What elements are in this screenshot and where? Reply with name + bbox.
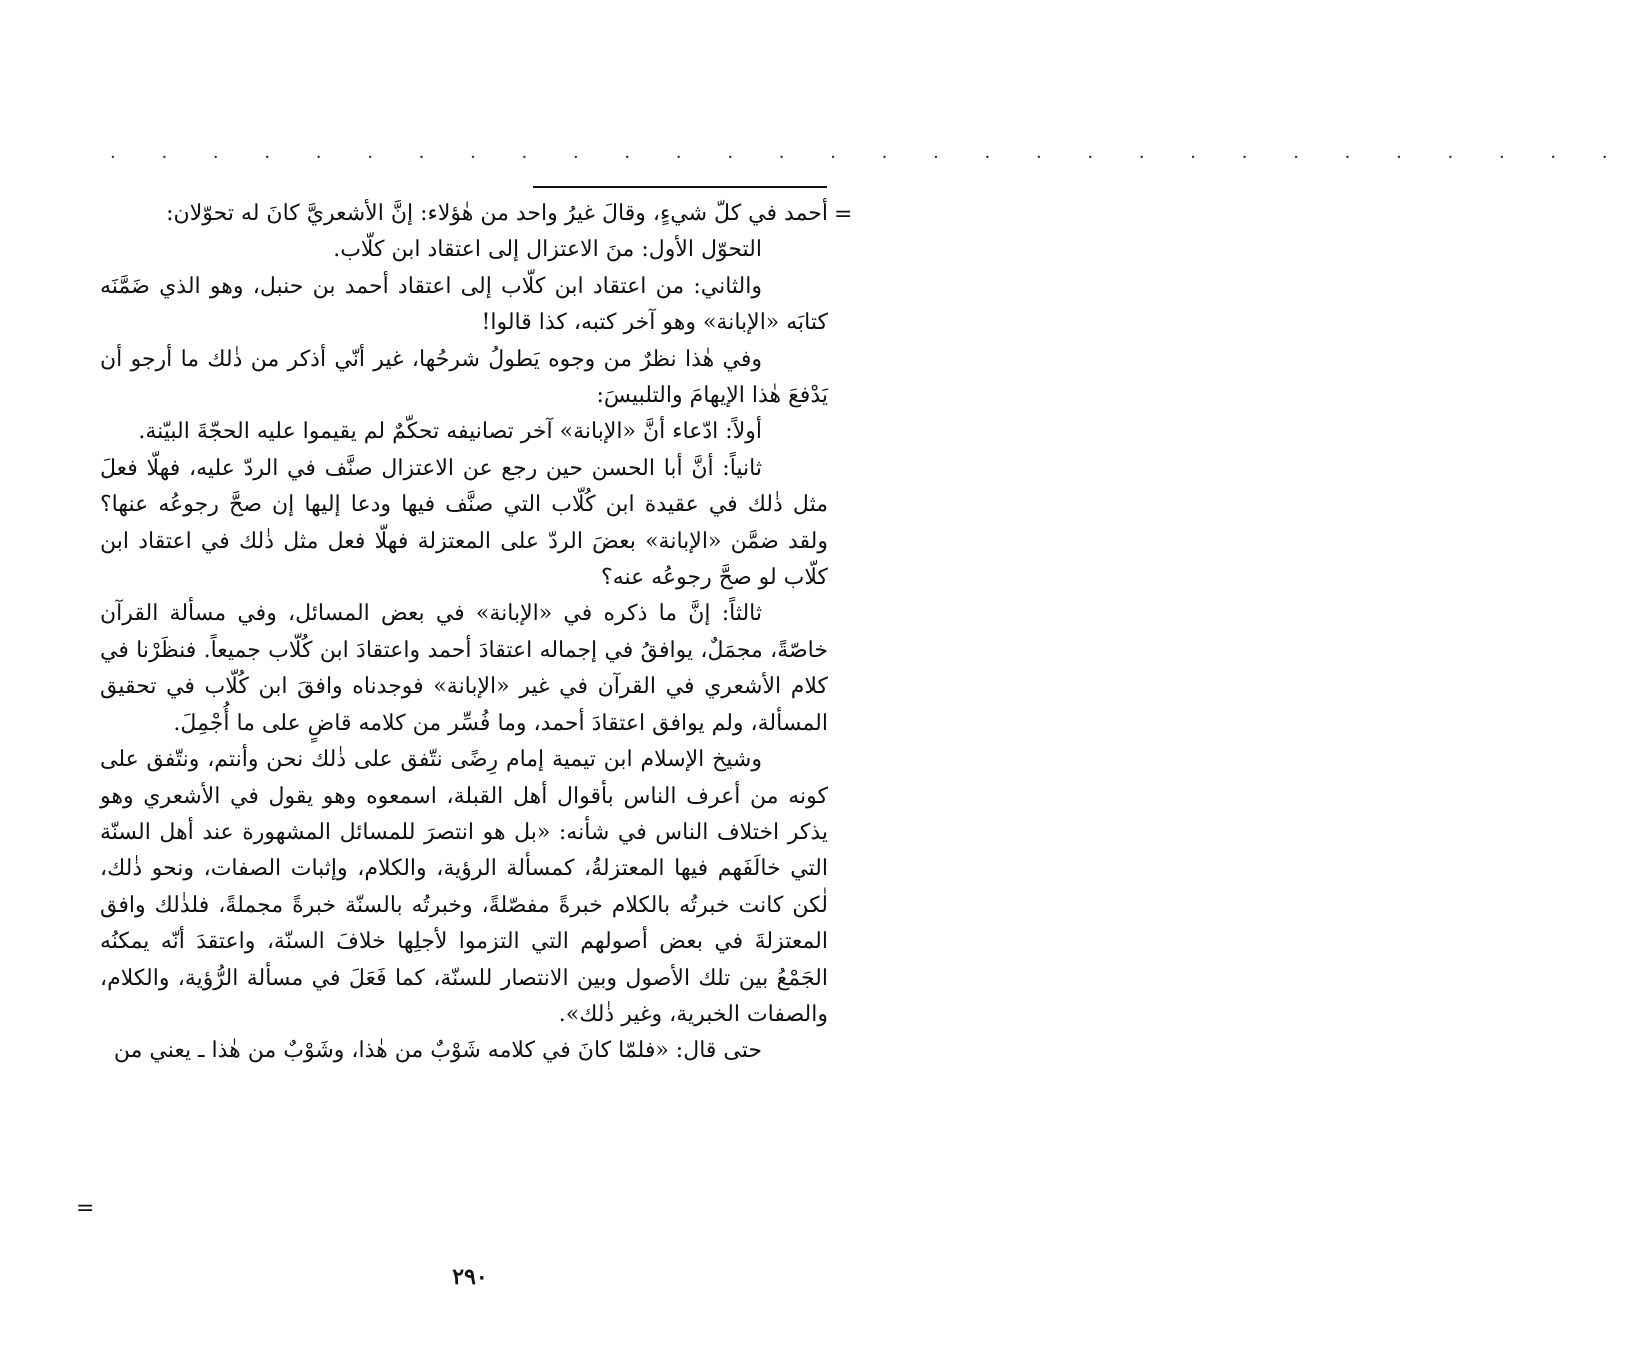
paragraph: أحمد في كلّ شيءٍ، وقالَ غيرُ واحد من هٰؤلاء: إنَّ الأشعريَّ كانَ له تحوّلان: (166, 201, 828, 226)
continuation-mark-top: = (834, 202, 853, 227)
paragraph: حتى قال: «فلمّا كانَ في كلامه شَوْبٌ من هٰذا، وشَوْبٌ من هٰذا ـ يعني من (113, 1038, 762, 1064)
paragraph: ثالثاً: إنَّ ما ذكره في «الإبانة» في بعض المسائل، وفي مسألة القرآن خاصّةً، مجمَلٌ، يوافقُ في إجماله اعتقادَ أحمد واعتقادَ ابن كُلّاب جميعاً. فنظَرْنا في كلام الأشعري في القرآن في غير «الإبانة» فوجدناه وافقَ ابن كُلّاب في تحقيق المسألة، ولم يوافق اعتقادَ أحمد، وما فُسِّر من كلامه قاضٍ على ما أُجْمِلَ. (100, 601, 828, 736)
paragraph: والثاني: من اعتقاد ابن كلّاب إلى اعتقاد أحمد بن حنبل، وهو الذي ضَمَّنَه كتابَه «الإبانة» وهو آخر كتبه، كذا قالوا! (100, 273, 828, 336)
footnote-separator-line (533, 186, 827, 188)
paragraph: ثانياً: أنَّ أبا الحسن حين رجع عن الاعتزال صنَّف في الردّ عليه، فهلّا فعلَ مثل ذٰلك في عقيدة ابن كُلّاب التي صنَّف فيها ودعا إليها إن صحَّ رجوعُه عنها؟ ولقد ضمَّن «الإبانة» بعضَ الردّ على المعتزلة فهلّا فعل مثل ذٰلك في اعتقاد ابن كلّاب لو صحَّ رجوعُه عنه؟ (100, 455, 828, 591)
paragraph: التحوّل الأول: منَ الاعتزال إلى اعتقاد ابن كلّاب. (333, 237, 762, 263)
header-dot-rule: · · · · · · · · · · · · · · · · · · · · · · · · · · · · · · (110, 147, 1628, 168)
paragraph: أولاً: ادّعاء أنَّ «الإبانة» آخر تصانيفه تحكّمٌ لم يقيموا عليه الحجّةَ البيّنة. (138, 419, 762, 445)
page-number: ٢٩٠ (452, 1264, 488, 1290)
footnote-text (100, 196, 828, 1070)
paragraph: وشيخ الإسلام ابن تيمية إمام رِضًى نتّفق على ذٰلك نحن وأنتم، ونتّفق على كونه من أعرف الناس بأقوال أهل القبلة، اسمعوه وهو يقول في الأشعري وهو يذكر اختلاف الناس في شأنه: «بل هو انتصرَ للمسائل المشهورة عند أهل السنّة التي خالَفَهم فيها المعتزلةُ، كمسألة الرؤية، والكلام، وإثبات الصفات، ونحو ذٰلك، لٰكن كانت خبرتُه بالكلام خبرةً مفصّلةً، وخبرتُه بالسنّة خبرةً مجملةً، فلذٰلك وافق المعتزلةَ في بعض أصولهم التي التزموا لأجلِها خلافَ السنّة، واعتقدَ أنّه يمكنُه الجَمْعُ بين تلك الأصول وبين الانتصار للسنّة، كما فَعَلَ في مسألة الرُّؤية، والكلام، والصفات الخبرية، وغير ذٰلك». (100, 747, 829, 1027)
continuation-mark-bottom: = (76, 1196, 95, 1221)
paragraph: وفي هٰذا نظرٌ من وجوه يَطولُ شرحُها، غير أنّي أذكر من ذٰلك ما أرجو أن يَدْفعَ هٰذا الإيهامَ والتلبيسَ: (100, 346, 828, 409)
